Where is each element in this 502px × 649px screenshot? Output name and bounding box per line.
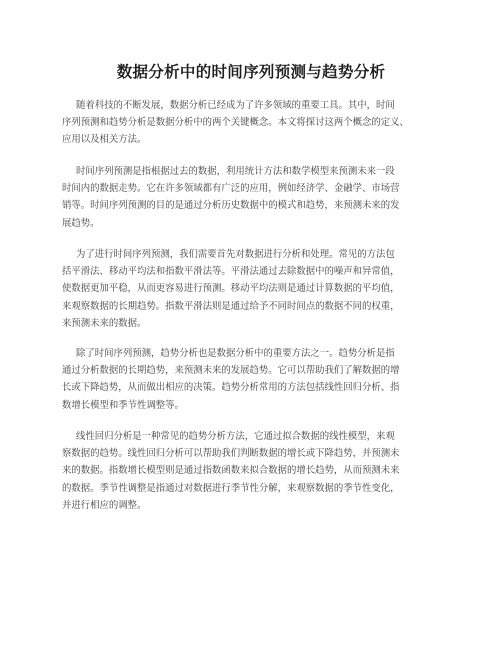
text-line: 时间序列预测是指根据过去的数据，利用统计方法和数学模型来预测未来一段 bbox=[76, 166, 395, 177]
text-line: 为了进行时间序列预测，我们需要首先对数据进行分析和处理。常见的方法包 bbox=[76, 249, 395, 260]
text-line: 来的数据。指数增长模型则是通过指数函数来拟合数据的增长趋势，从而预测未来 bbox=[62, 465, 400, 477]
text-line: 时间内的数据走势。它在许多领域都有广泛的应用，例如经济学、金融学、市场营 bbox=[62, 183, 400, 195]
text-line: 长或下降趋势，从而做出相应的决策。趋势分析常用的方法包括线性回归分析、指 bbox=[62, 382, 400, 394]
paragraph-4 bbox=[62, 345, 454, 414]
text-line: 来预测未来的数据。 bbox=[62, 317, 147, 329]
paragraph-5 bbox=[62, 428, 454, 514]
text-line: 应用以及相关方法。 bbox=[62, 134, 147, 146]
text-line: 通过分析数据的长期趋势，来预测未来的发展趋势。它可以帮助我们了解数据的增 bbox=[62, 365, 400, 377]
paragraph-2 bbox=[62, 163, 454, 232]
text-line: 随着科技的不断发展，数据分析已经成为了许多领域的重要工具。其中，时间 bbox=[76, 100, 395, 111]
text-line: 数增长模型和季节性调整等。 bbox=[62, 399, 184, 411]
text-line: 销等。时间序列预测的目的是通过分析历史数据中的模式和趋势，来预测未来的发 bbox=[62, 200, 400, 212]
text-line: 并进行相应的调整。 bbox=[62, 499, 147, 511]
text-line: 的数据。季节性调整是指通过对数据进行季节性分解，来观察数据的季节性变化， bbox=[62, 482, 400, 494]
text-line: 展趋势。 bbox=[62, 217, 100, 229]
paragraph-3 bbox=[62, 246, 454, 332]
text-line: 使数据更加平稳，从而更容易进行预测。移动平均法则是通过计算数据的平均值， bbox=[62, 283, 400, 295]
text-line: 除了时间序列预测，趋势分析也是数据分析中的重要方法之一。趋势分析是指 bbox=[76, 348, 395, 359]
text-line: 线性回归分析是一种常见的趋势分析方法，它通过拟合数据的线性模型，来观 bbox=[76, 431, 395, 442]
text-line: 括平滑法、移动平均法和指数平滑法等。平滑法通过去除数据中的噪声和异常值， bbox=[62, 266, 400, 278]
page-title: 数据分析中的时间序列预测与趋势分析 bbox=[116, 63, 386, 81]
text-line: 来观察数据的长期趋势。指数平滑法则是通过给予不同时间点的数据不同的权重， bbox=[62, 300, 400, 312]
paragraph-1 bbox=[62, 97, 454, 149]
text-line: 序列预测和趋势分析是数据分析中的两个关键概念。本文将探讨这两个概念的定义、 bbox=[62, 117, 409, 129]
text-line: 察数据的趋势。线性回归分析可以帮助我们判断数据的增长或下降趋势，并预测未 bbox=[62, 448, 400, 460]
